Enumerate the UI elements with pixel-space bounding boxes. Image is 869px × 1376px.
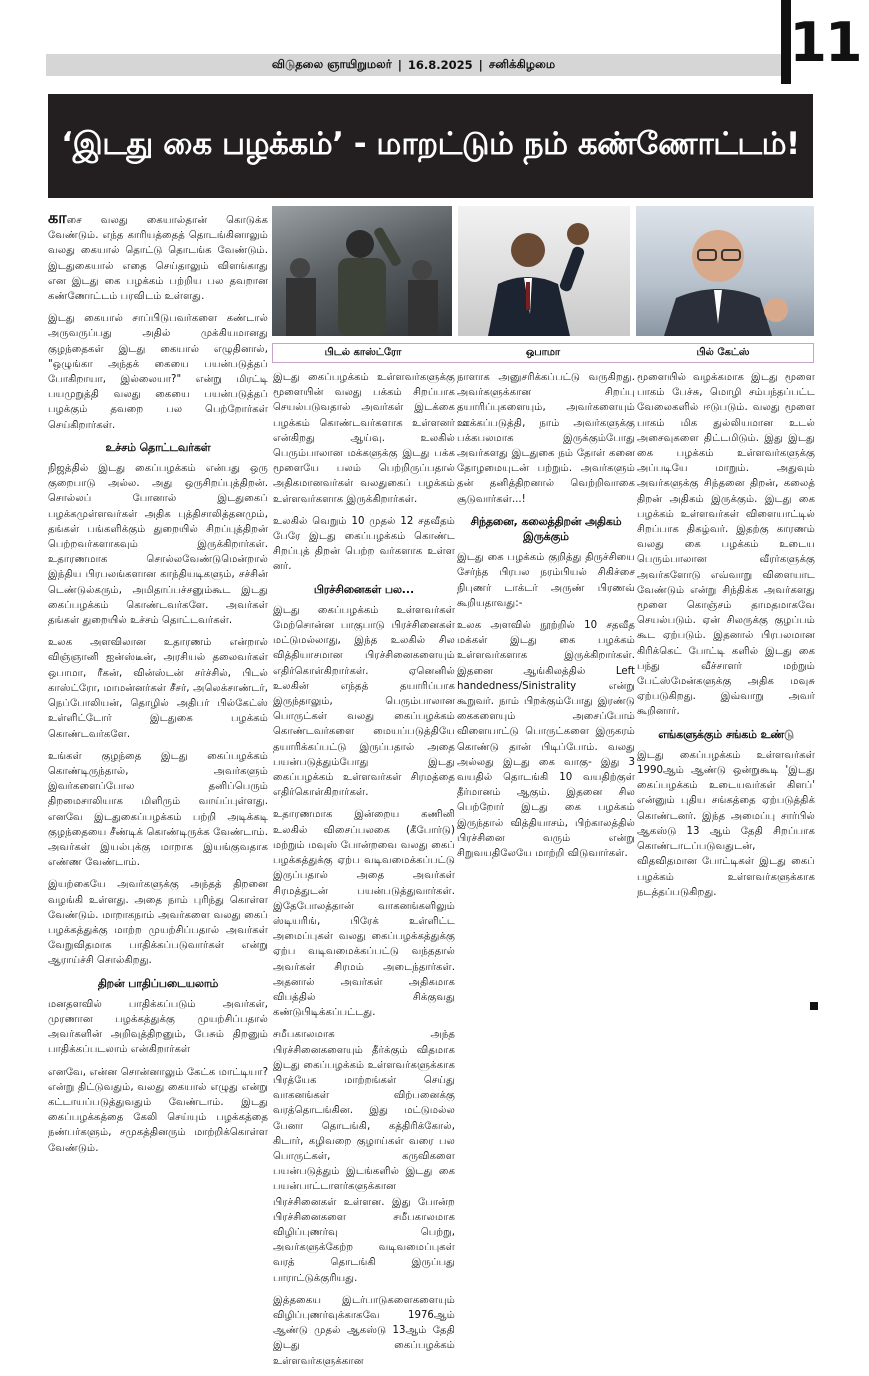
paragraph: இடது கை பழக்கம் குறித்து திருச்சியை சேர்ந்த பிரபல நரம்பியல் சிகிச்சை நிபுணர் டாக்டர் அருண் பிரணவ் கூறியதாவது:- — [457, 552, 635, 609]
subheading: பிரச்சினைகள் பல... — [313, 582, 415, 596]
photo-captions — [272, 343, 814, 363]
paragraph: மூளையில் வழக்கமாக இடது மூளை பாகம் பேச்சு, மொழி சம்பந்தப்பட்ட வேலைகளில் ஈடுபடும். வலது மூளை பாகம் மிக துல்லியமான உடல் அசைவுகளை திட்டமிடும். இது இடது கை பழக்கம் உள்ளவர்களுக்கு அப்படியே மாறும். அதுவும் அவர்களுக்கு சிந்தனை திறன், கலைத் திறன் அதிகம் இருக்கும். இடது கை பழக்கம் உள்ளவர்கள் விளையாட்டில் சிறப்பாக திகழ்வர். இதற்கு காரணம் வலது கை பழக்கம் உடைய பெரும்பாலான வீரர்களுக்கு அவர்களோடு எவ்வாறு விளையாட வேண்டும் என்று சிந்திக்க அவர்களது மூளை கொஞ்சம் தாமதமாகவே செயல்படும். ஏன் சிலருக்கு குழப்பம் கூட ஏற்படும். இதனால் பிரபலமான கிரிக்கெட் போட்டி களில் இடது கை பந்து வீச்சாளர் மற்றும் பேட்ஸ்மேன்களுக்கு அதிக மவுசு ஏற்படுகிறது. இவ்வாறு அவர் கூறினார். — [637, 372, 815, 718]
paragraph: இயற்கையே அவர்களுக்கு அந்தத் திறனை வழங்கி உள்ளது. அதை நாம் புரிந்து கொள்ள வேண்டும். மாறாகநாம் அவர்களை வலது கைப் பழக்கத்துக்கு மாற்ற முயற்சிப்பதால் அவர்கள் வேறுவிதமாக பாதிக்கப்படுவார்கள் என்று ஆராய்ச்சி சொல்கிறது. — [48, 879, 268, 967]
paragraph: நாளாக அனுசரிக்கப்பட்டு வருகிறது. அவர்களுக்கான சிறப்பு தயாரிப்புகளையும், அவர்களையும் ஊக்கப்படுத்தி, நாம் அவர்களுக்கு பக்கபலமாக இருக்கும்போது அவர்களது இடதுகை நம் தோள் கனை தோழமையுடன் பற்றும். அவர்களும் தன் தனித்திறனால் வெற்றிவாகை சூடுவார்கள்...! — [457, 372, 635, 505]
subheading: உச்சம் தொட்டவர்கள் — [105, 440, 211, 454]
article-column-4 — [637, 370, 815, 907]
paragraph: இடது கைப்பழக்கம் உள்ளவர்கள் மேற்சொன்ன பாகுபாடு பிரச்சினைகள் மட்டுமல்லாது, இந்த உலகில் சில வித்தியாசமான பிரச்சினைகளையும் எதிர்கொள்கிறார்கள். ஏனெனில் உலகின் எந்தத் தயாரிப்பாக இருந்தாலும், பெரும்பாலான பொருட்கள் வலது கைப்பழக்கம் கொண்டவர்களை மையப்படுத்தியே தயாரிக்கப்பட்டு இருப்பதால் அதை பயன்படுத்தும்போது இடது கைப்பழக்கம் உள்ளவர்கள் சிரமத்தை எதிர்கொள்கிறார்கள். — [273, 604, 455, 799]
separator: | — [478, 58, 483, 72]
caption-obama: ஒபாமா — [525, 347, 561, 358]
paragraph: உங்கள் குழந்தை இடது கைப்பழக்கம் கொண்டிருந்தால், அவர்களும் இவர்களைப்போல தனிப்பெரும் திறமைசாலியாக மிளிரும் வாய்ப்புள்ளது. எனவே இடதுகைப்பழக்கம் பற்றி அடிக்கடி குழந்தையை சீண்டிக் கொண்டிருக்க வேண்டாம். அவர்கள் இயல்புக்கு மாறாக இயங்குவதாக எண்ண வேண்டாம். — [48, 750, 268, 869]
subheading: எங்களுக்கும் சங்கம் உண்டு — [658, 727, 794, 741]
article-column-2 — [273, 370, 455, 1376]
headline: ‘இடது கை பழக்கம்’ - மாறட்டும் நம் கண்ணோட்டம்! — [61, 126, 800, 162]
paragraph: இடது கைப்பழக்கம் உள்ளவர்களுக்கு மூளையின் வலது பக்கம் சிறப்பாக செயல்படுவதால் அவர்கள் இடக்கை பழக்கம் கொண்டவர்களாக உள்ளனர் என்கிறது ஆய்வு. உலகில் பெரும்பாலான மக்களுக்கு இடது பக்க மூளையே பலம் பெற்றிருப்பதால் அதிகமானவர்கள் வலதுகைப் பழக்கம் உள்ளவர்களாக இருக்கிறார்கள். — [273, 372, 455, 505]
photo-fidel-castro — [272, 206, 452, 336]
end-of-article-mark — [810, 1002, 818, 1010]
paragraph-text: சை வலது கையால்தான் கொடுக்க வேண்டும். எந்த காரியத்தைத் தொடங்கினாலும் வலது கையால் தொட்டு தொடங்க வேண்டும். இடதுகையால் எதை செய்தாலும் விளங்காது என இடது கை பழக்கம் பற்றிய பல தவறான கண்ணோட்டம் பரவிடம் உள்ளது. — [48, 215, 268, 303]
photo-obama — [458, 206, 630, 336]
headline-band — [48, 94, 813, 198]
paragraph: உதாரணமாக இன்றைய கணினி உலகில் விசைப்பலகை (கீபோர்டு) மற்றும் மவுஸ் போன்றவை வலது கைப் பழக்கத்துக்கு ஏற்ப வடிவமைக்கப்பட்டு இருப்பதால் அதை அவர்கள் சிரமத்துடன் பயன்படுத்துவார்கள். இதேபோலத்தான் வாகனங்களிலும் ஸ்டியரிங், பிரேக் உள்ளிட்ட அமைப்புகள் வலது கைப்பழக்கத்துக்கு ஏற்ப வடிவமைக்கப்பட்டு வந்ததால் அவர்கள் சிரமம் அடைந்தார்கள். அதனால் அவர்கள் அதிகமாக விபத்தில் சிக்குவது கண்டுபிடிக்கப்பட்டது. — [273, 809, 455, 1019]
page-number-box — [781, 0, 869, 84]
paragraph — [48, 210, 268, 304]
page-number: 11 — [789, 10, 861, 74]
paragraph: இடது கையால் சாப்பிடுபவர்களை கண்டால் அருவருப்பது அதில் முக்கியமானது குழந்தைகள் இடது கையால் எழுதினால், "ஒழுங்கா அந்தக் கையை பயன்படுத்தப் போகிறாயா, இல்லையா?" என்று மிரட்டி பயமுறுத்தி வலது கையை பயன்படுத்தப் பழக்கும் தவறை பல பெற்றோர்கள் செய்கிறார்கள். — [48, 313, 268, 431]
paragraph: சமீபகாலமாக அந்த பிரச்சினைகளையும் தீர்க்கும் விதமாக இடது கைப்பழக்கம் உள்ளவர்களுக்காக பிரத்யேக மாற்றங்கள் செய்து வாகனங்கள் விற்பனைக்கு வரத்தொடங்கின. இது மட்டுமல்ல பேனா தொடங்கி, கத்திரிக்கோல், கிடார், கழிவறை குழாய்கள் வரை பல பொருட்கள், கருவிகளை பயன்படுத்தும் இடங்களில் இடது கை பயன்பாட்டாளர்களுக்கான பிரச்சினைகள் உள்ளன. இது போன்ற பிரச்சினைகளை சமீபகாலமாக விழிப்புணர்வு பெற்று, அவர்களுக்கேற்ற வடிவமைப்புகள் வரத் தொடங்கி இருப்பது பாராட்டுக்குரியது. — [273, 1029, 455, 1284]
paragraph: எனவே, என்ன சொன்னாலும் கேட்க மாட்டியா? என்று திட்டுவதும், வலது கையால் எழுது என்று கட்டாயப்படுத்துவதும் வேண்டாம். இடது கைப்பழக்கத்தை கேலி செய்யும் பழக்கத்தை நண்பர்களும், சமுகத்தினரும் மாற்றிக்கொள்ள வேண்டும். — [48, 1066, 268, 1154]
drop-cap: கா — [48, 208, 67, 227]
separator: | — [397, 58, 402, 72]
masthead-strip — [46, 54, 781, 76]
paragraph: உலக அளவிலான உதாரணம் என்றால் விஞ்ஞானி ஐன்ஸ்டீன், அரசியல் தலைவர்கள் ஒபாமா, ரீகன், வின்ஸ்டன் சர்ச்சில், பிடல் காஸ்ட்ரோ, மாமன்னர்கள் சீசர், அலெக்சாண்டர், நெப்போலியன், தொழில் அதிபர் பில்கேட்ஸ் உள்ளிட்டோர் இடதுகை பழக்கம் கொண்டவர்களே. — [48, 637, 268, 740]
subheading: திறன் பாதிப்படையலாம் — [97, 976, 219, 990]
photo-strip — [272, 206, 814, 336]
photo-bill-gates — [636, 206, 814, 336]
paragraph: இத்தகைய இடர்பாடுகளைகளையும் விழிப்புணர்வுக்காகவே 1976ஆம் ஆண்டு முதல் ஆகஸ்டு 13ஆம் தேதி இடது கைப்பழக்கம் உள்ளவர்களுக்கான — [273, 1294, 455, 1367]
issue-day: சனிக்கிழமை — [488, 57, 556, 71]
article-column-3 — [457, 370, 635, 868]
article-column-1 — [48, 210, 268, 1163]
paragraph: உலகில் வெறும் 10 முதல் 12 சதவீதம் பேரே இடது கைப்பழக்கம் கொண்ட சிறப்புத் திறன் பெற்ற வர்களாக உள்ள னர். — [273, 515, 455, 573]
paragraph: நிஜத்தில் இடது கைப்பழக்கம் என்பது ஒரு குறைபாடு அல்ல. அது ஒருசிறப்புத்திறன். சொல்லப் போனால் இடதுகைப் பழக்கமுள்ளவர்கள் அதிக புத்திசாலித்தனமும், தங்கள் பங்களிக்கும் துறையில் சிறப்புத்திறன் பெற்றவர்களாகவும் இருக்கிறார்கள். உதாரணமாக சொல்லவேண்டுமென்றால் இந்திய பிரபலங்களான காந்தியடிகளும், சச்சின் டெண்டுல்கரும், அமிதாப்பச்சனும்கூட இடது கைப்பழக்கம் கொண்டவர்களே. அவர்கள் தங்கள் துறையில் உச்சம் தொட்டவர்கள். — [48, 463, 268, 627]
caption-castro: பிடல் காஸ்ட்ரோ — [324, 347, 402, 358]
paragraph: இடது கைப்பழக்கம் உள்ளவர்கள் 1990ஆம் ஆண்டு ஒன்றுகூடி 'இடது கைப்பழக்கம் உடையவர்கள் கிளப்' என்னும் புதிய சங்கத்தை ஏற்படுத்திக் கொண்டனர். இந்த அமைப்பு சார்பில் ஆகஸ்டு 13 ஆம் தேதி சிறப்பாக கொண்டாடப்படுவதுடன், விதவிதமான போட்டிகள் இடது கைப் பழக்கம் உள்ளவர்களுக்காக நடத்தப்படுகிறது. — [637, 749, 815, 898]
paragraph: மனதளவில் பாதிக்கப்படும் அவர்கள், முரணான பழக்கத்துக்கு முயற்சிப்பதால் அவர்களின் அறிவுத்திறனும், பேசும் திறனும் பாதிக்கப்படலாம் என்கிறார்கள் — [48, 998, 268, 1056]
paragraph: உலக அளவில் நூற்றில் 10 சதவீத மக்கள் இடது கை பழக்கம் உள்ளவர்களாக இருக்கிறார்கள். இதனை ஆங்கிலத்தில் Left handedness/Sinistrality என்று கூறுவர். நாம் பிறக்கும்போது இரண்டு கைகளையும் அசைப்போம் விளையாட்டு பொருட்களை இருகரம் கொண்டு தான் பிடிப்போம். வலது அல்லது இடது கை வாகு- இது 3 வயதில் தொடங்கி 10 வயதிற்குள் தீர்மானம் ஆகும். இதனை சில பெற்றோர் இடது கை பழக்கம் இருந்தால் வித்தியாசம், பிற்காலத்தில் பிரச்சினை வரும் என்று சிறுவயதிலேயே மாற்றி விடுவார்கள். — [457, 620, 635, 860]
subheading: சிந்தனை, கலைத்திறன் அதிகம் இருக்கும் — [470, 514, 622, 544]
caption-gates: பில் கேட்ஸ் — [696, 347, 750, 358]
publication-name: விடுதலை ஞாயிறுமலர் — [271, 57, 392, 71]
issue-date: 16.8.2025 — [407, 58, 473, 72]
